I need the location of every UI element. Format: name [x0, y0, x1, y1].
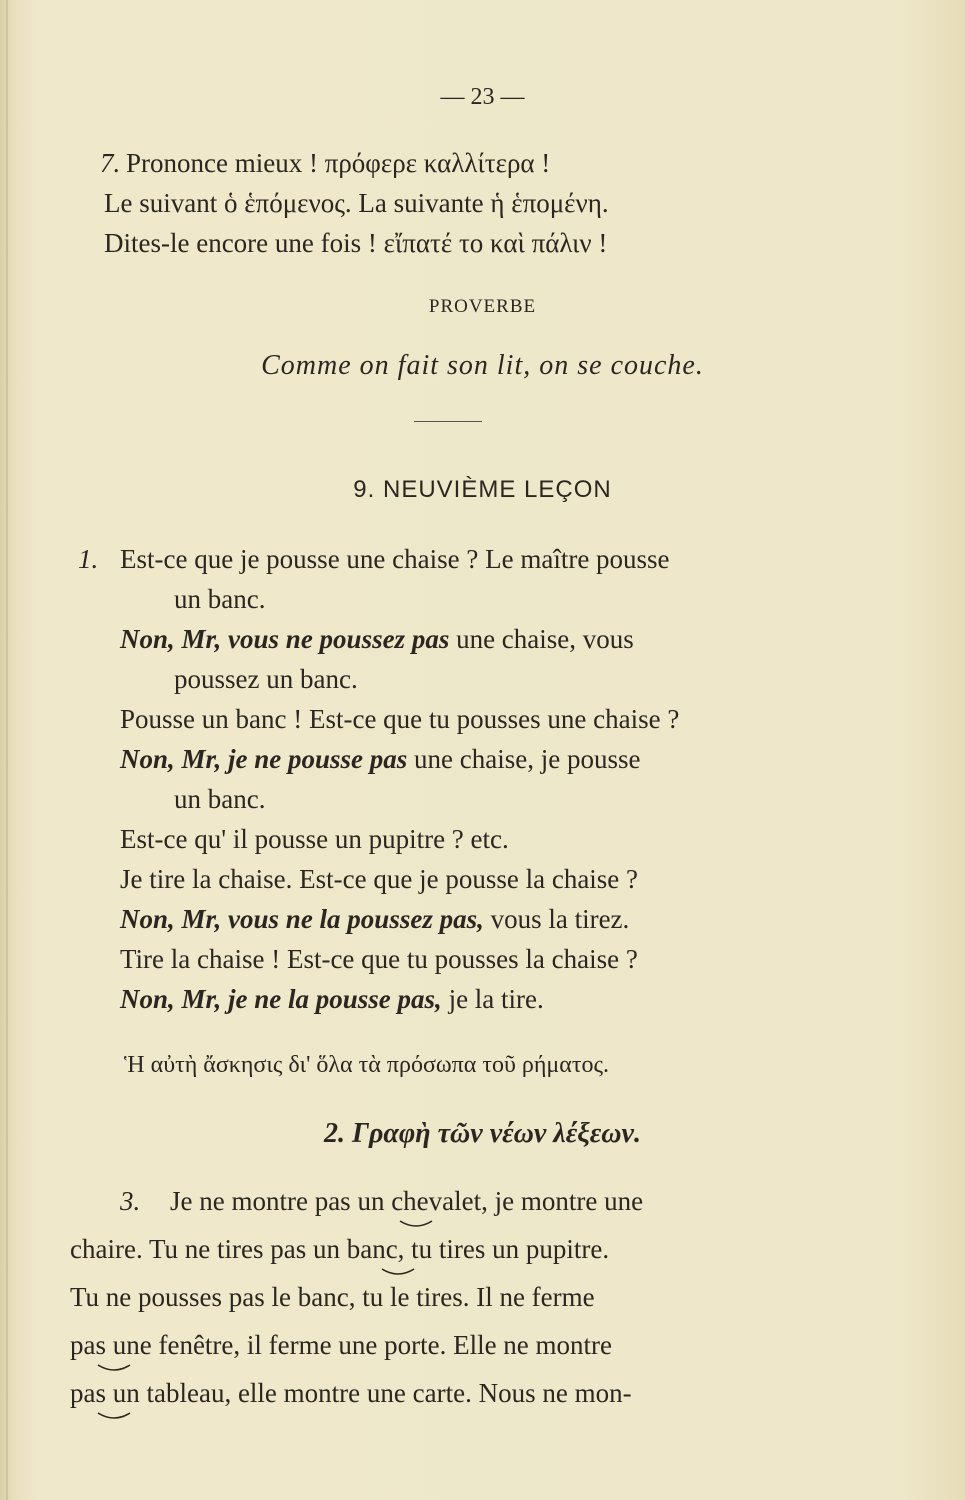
proverb-text: Comme on fait son lit, on se couche.: [261, 350, 704, 381]
proverb-heading: PROVERBE: [428, 296, 537, 317]
exercise1-line6-answer: Non, Mr, je ne pousse pas: [120, 744, 408, 774]
exercise1-line9: Je tire la chaise. Est-ce que je pousse la chaise ?: [120, 864, 639, 894]
exercise1-line1: Est-ce que je pousse une chaise ? Le maître pousse: [120, 544, 670, 574]
page-spine: [6, 0, 8, 1500]
exercise1-line2: un banc.: [174, 584, 266, 614]
section7-line3: Dites-le encore une fois ! εἴπατέ το καὶ πάλιν !: [104, 228, 608, 258]
liaison-mark-2: [380, 1267, 416, 1277]
exercise1-line3: [120, 624, 634, 655]
exercise1-line10-rest: vous la tirez.: [483, 904, 630, 934]
exercise2-title: 2. Γραφὴ τῶν νέων λέξεων.: [324, 1118, 641, 1149]
liaison-mark-3: [96, 1363, 132, 1373]
exercise1-line12-answer: Non, Mr, je ne la pousse pas,: [120, 984, 442, 1014]
greek-note: Ἡ αὐτὴ ἄσκησις δι' ὅλα τὰ πρόσωπα τοῦ ρήματος.: [124, 1052, 610, 1078]
exercise1-number: 1.: [78, 544, 99, 574]
exercise1-line10-answer: Non, Mr, vous ne la poussez pas,: [120, 904, 484, 934]
section-divider: [414, 421, 482, 422]
section7-number: 7.: [100, 148, 121, 178]
exercise1-line7: un banc.: [174, 784, 266, 814]
exercise1-line8: Est-ce qu' il pousse un pupitre ? etc.: [120, 824, 509, 854]
lesson-title: 9. NEUVIÈME LEÇON: [353, 476, 612, 503]
page-number: — 23 —: [440, 84, 525, 110]
exercise3-line2: chaire. Tu ne tires pas un banc, tu tires un pupitre.: [70, 1234, 610, 1264]
exercise1-line4: poussez un banc.: [174, 664, 358, 694]
liaison-mark-1: [398, 1219, 434, 1229]
exercise1-line12-rest: je la tire.: [441, 984, 544, 1014]
exercise3-line5: pas un tableau, elle montre une carte. Nous ne mon-: [70, 1378, 632, 1408]
exercise3-number: 3.: [120, 1186, 141, 1216]
exercise3-line1: Je ne montre pas un chevalet, je montre une: [170, 1186, 644, 1216]
section7-line1: Prononce mieux ! πρόφερε καλλίτερα !: [126, 148, 551, 178]
liaison-mark-4: [96, 1411, 132, 1421]
exercise1-line6: [120, 744, 640, 775]
section7-line2: Le suivant ὁ ἑπόμενος. La suivante ἡ ἑπομένη.: [104, 188, 609, 218]
exercise3-line3: Tu ne pousses pas le banc, tu le tires. Il ne ferme: [70, 1282, 595, 1312]
exercise1-line3-rest: une chaise, vous: [449, 624, 634, 654]
exercise1-line5: Pousse un banc ! Est-ce que tu pousses une chaise ?: [120, 704, 680, 734]
exercise1-line6-rest: une chaise, je pousse: [407, 744, 641, 774]
exercise3-line4: pas une fenêtre, il ferme une porte. Elle ne montre: [70, 1330, 613, 1360]
exercise1-line11: Tire la chaise ! Est-ce que tu pousses la chaise ?: [120, 944, 638, 974]
exercise1-line12: [120, 984, 544, 1015]
exercise1-line3-answer: Non, Mr, vous ne poussez pas: [120, 624, 450, 654]
exercise1-line10: [120, 904, 629, 935]
